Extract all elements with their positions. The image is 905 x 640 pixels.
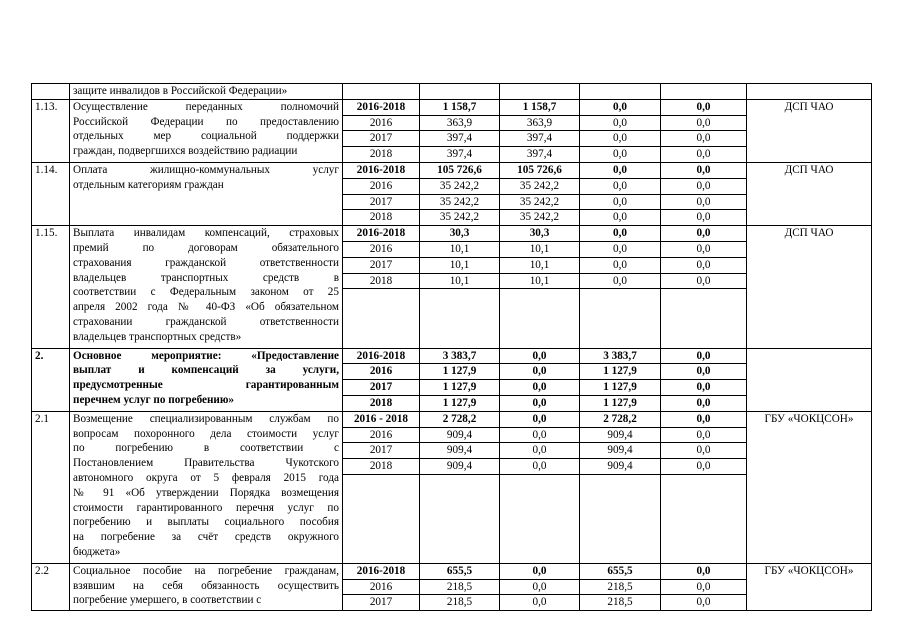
total-cell: 10,1: [420, 241, 500, 257]
other-sources-cell: 0,0: [661, 131, 747, 147]
federal-budget-cell: 0,0: [500, 459, 580, 475]
district-budget-cell: 655,5: [580, 563, 661, 579]
executor-cell: ГБУ «ЧОКЦСОН»: [747, 411, 872, 563]
table-row: [32, 226, 872, 242]
period-cell: 2018: [343, 147, 420, 163]
description-line: апреля 2002 года № 40-ФЗ «Об обязательном: [73, 301, 339, 314]
total-cell: 218,5: [420, 595, 500, 611]
period-cell: 2018: [343, 395, 420, 411]
row-index: 2.1: [32, 411, 70, 563]
total-cell: 3 383,7: [420, 348, 500, 364]
row-index: 2.2: [32, 563, 70, 610]
other-sources-cell: 0,0: [661, 147, 747, 163]
total-cell: 1 127,9: [420, 364, 500, 380]
description-line: вопросам похоронного дела стоимости услуг: [73, 427, 339, 440]
district-budget-cell: 0,0: [580, 257, 661, 273]
total-cell: 1 158,7: [420, 99, 500, 115]
other-sources-cell: 0,0: [661, 364, 747, 380]
description-line: предусмотренные гарантированным: [73, 379, 339, 392]
period-cell: 2018: [343, 210, 420, 226]
empty-cell: [500, 474, 580, 563]
other-sources-cell: 0,0: [661, 210, 747, 226]
district-budget-cell: 909,4: [580, 427, 661, 443]
other-sources-cell: 0,0: [661, 115, 747, 131]
description-line: Осуществление переданных полномочий: [73, 100, 339, 113]
district-budget-cell: 0,0: [580, 210, 661, 226]
description-line: стоимости гарантированного перечня услуг по: [73, 501, 339, 514]
table-row: [32, 563, 872, 579]
federal-budget-cell: 10,1: [500, 273, 580, 289]
description-line: Оплата жилищно-коммунальных услуг: [73, 163, 339, 176]
period-cell: 2016: [343, 579, 420, 595]
description-line: Выплата инвалидам компенсаций, страховых: [73, 227, 339, 240]
total-cell: 30,3: [420, 226, 500, 242]
period-cell: 2016: [343, 364, 420, 380]
total-cell: 1 127,9: [420, 395, 500, 411]
district-budget-cell: 0,0: [580, 115, 661, 131]
other-sources-cell: 0,0: [661, 99, 747, 115]
description-line: по погребению в соответствии с: [73, 442, 339, 455]
federal-budget-cell: 0,0: [500, 443, 580, 459]
total-cell: 397,4: [420, 131, 500, 147]
row-description: [70, 411, 343, 563]
row-index: [32, 84, 70, 100]
district-budget-cell: 909,4: [580, 443, 661, 459]
row-description: [70, 226, 343, 348]
empty-cell: [420, 289, 500, 348]
federal-budget-cell: 0,0: [500, 380, 580, 396]
period-cell: 2016-2018: [343, 348, 420, 364]
empty-cell: [343, 289, 420, 348]
other-sources-cell: 0,0: [661, 194, 747, 210]
other-sources-cell: 0,0: [661, 459, 747, 475]
federal-budget-cell: 0,0: [500, 411, 580, 427]
period-cell: 2018: [343, 273, 420, 289]
federal-budget-cell: 35 242,2: [500, 210, 580, 226]
total-cell: 35 242,2: [420, 178, 500, 194]
federal-budget-cell: 1 158,7: [500, 99, 580, 115]
period-cell: 2017: [343, 595, 420, 611]
federal-budget-cell: 10,1: [500, 257, 580, 273]
total-cell: 909,4: [420, 459, 500, 475]
empty-cell: [661, 474, 747, 563]
other-sources-cell: 0,0: [661, 178, 747, 194]
period-cell: 2016: [343, 427, 420, 443]
row-index: 1.14.: [32, 162, 70, 225]
other-sources-cell: 0,0: [661, 563, 747, 579]
row-index: 2.: [32, 348, 70, 411]
description-line: страховании гражданской ответственности: [73, 315, 339, 328]
description-line: граждан, подвергшихся воздействию радиации: [73, 145, 298, 158]
period-cell: 2017: [343, 257, 420, 273]
federal-budget-cell: 363,9: [500, 115, 580, 131]
description-line: Социальное пособие на погребение гражданам,: [73, 564, 339, 577]
period-cell: 2016: [343, 241, 420, 257]
district-budget-cell: 0,0: [580, 162, 661, 178]
district-budget-cell: 218,5: [580, 595, 661, 611]
total-cell: 35 242,2: [420, 194, 500, 210]
other-sources-cell: 0,0: [661, 395, 747, 411]
district-budget-cell: 0,0: [580, 226, 661, 242]
empty-cell: [420, 474, 500, 563]
row-index: 1.13.: [32, 99, 70, 162]
description-line: Возмещение специализированным службам по: [73, 412, 339, 425]
federal-budget-cell: 30,3: [500, 226, 580, 242]
row-description: [70, 563, 343, 610]
description-line: Постановлением Правительства Чукотского: [73, 457, 339, 470]
federal-budget-cell: 0,0: [500, 427, 580, 443]
total-cell: 655,5: [420, 563, 500, 579]
description-line: страхования гражданской ответственности: [73, 256, 339, 269]
district-budget-cell: 1 127,9: [580, 395, 661, 411]
executor-cell: ДСП ЧАО: [747, 226, 872, 348]
row-description: [70, 348, 343, 411]
district-budget-cell: 0,0: [580, 147, 661, 163]
federal-budget-cell: 0,0: [500, 364, 580, 380]
period-cell: 2016-2018: [343, 226, 420, 242]
description-line: Основное мероприятие: «Предоставление: [73, 349, 339, 362]
continuation-row: [32, 84, 872, 100]
description-line: владельцев транспортных средств в: [73, 271, 339, 284]
total-cell: 35 242,2: [420, 210, 500, 226]
district-budget-cell: 0,0: [580, 178, 661, 194]
total-cell: 10,1: [420, 257, 500, 273]
total-cell: 1 127,9: [420, 380, 500, 396]
row-description: [70, 99, 343, 162]
description-line: № 91 «Об утверждении Порядка возмещения: [73, 486, 339, 499]
other-sources-cell: 0,0: [661, 273, 747, 289]
executor-cell: ГБУ «ЧОКЦСОН»: [747, 563, 872, 610]
other-sources-cell: 0,0: [661, 162, 747, 178]
description-line: автономного округа от 5 февраля 2015 года: [73, 471, 339, 484]
table-row: [32, 348, 872, 364]
table-row: [32, 99, 872, 115]
other-sources-cell: 0,0: [661, 443, 747, 459]
row-description: защите инвалидов в Российской Федерации»: [70, 84, 343, 100]
district-budget-cell: 2 728,2: [580, 411, 661, 427]
total-cell: 363,9: [420, 115, 500, 131]
period-cell: 2017: [343, 194, 420, 210]
empty-cell: [580, 289, 661, 348]
total-cell: 397,4: [420, 147, 500, 163]
other-sources-cell: 0,0: [661, 411, 747, 427]
period-cell: 2018: [343, 459, 420, 475]
period-cell: 2016-2018: [343, 563, 420, 579]
district-budget-cell: 0,0: [580, 131, 661, 147]
other-sources-cell: 0,0: [661, 427, 747, 443]
district-budget-cell: 3 383,7: [580, 348, 661, 364]
empty-cell: [343, 474, 420, 563]
federal-budget-cell: 0,0: [500, 579, 580, 595]
federal-budget-cell: 397,4: [500, 131, 580, 147]
description-line: перечнем услуг по погребению»: [73, 393, 235, 406]
total-cell: 909,4: [420, 443, 500, 459]
district-budget-cell: 0,0: [580, 241, 661, 257]
description-line: отдельным категориям граждан: [73, 178, 224, 191]
period-cell: 2017: [343, 443, 420, 459]
other-sources-cell: 0,0: [661, 241, 747, 257]
period-cell: 2016 - 2018: [343, 411, 420, 427]
district-budget-cell: 1 127,9: [580, 380, 661, 396]
program-activities-table: [31, 83, 872, 611]
description-line: владельцев транспортных средств»: [73, 330, 242, 343]
district-budget-cell: 0,0: [580, 194, 661, 210]
table-row: [32, 411, 872, 427]
description-line: погребению и выплаты социального пособия: [73, 516, 339, 529]
description-line: на погребение за счёт средств окружного: [73, 531, 339, 544]
district-budget-cell: 0,0: [580, 273, 661, 289]
district-budget-cell: 909,4: [580, 459, 661, 475]
total-cell: 218,5: [420, 579, 500, 595]
empty-cell: [580, 474, 661, 563]
other-sources-cell: 0,0: [661, 226, 747, 242]
description-line: взявшим на себя обязанность осуществить: [73, 579, 339, 592]
executor-cell: ДСП ЧАО: [747, 162, 872, 225]
other-sources-cell: 0,0: [661, 380, 747, 396]
total-cell: 10,1: [420, 273, 500, 289]
other-sources-cell: 0,0: [661, 579, 747, 595]
other-sources-cell: 0,0: [661, 595, 747, 611]
executor-cell: [747, 348, 872, 411]
description-line: премий по договорам обязательного: [73, 241, 339, 254]
federal-budget-cell: 0,0: [500, 395, 580, 411]
federal-budget-cell: 10,1: [500, 241, 580, 257]
total-cell: 105 726,6: [420, 162, 500, 178]
period-cell: 2016-2018: [343, 99, 420, 115]
executor-cell: ДСП ЧАО: [747, 99, 872, 162]
district-budget-cell: 218,5: [580, 579, 661, 595]
period-cell: 2017: [343, 131, 420, 147]
total-cell: 909,4: [420, 427, 500, 443]
period-cell: 2016-2018: [343, 162, 420, 178]
program-table-page: [31, 83, 872, 611]
federal-budget-cell: 0,0: [500, 348, 580, 364]
period-cell: 2017: [343, 380, 420, 396]
federal-budget-cell: 0,0: [500, 595, 580, 611]
federal-budget-cell: 0,0: [500, 563, 580, 579]
federal-budget-cell: 397,4: [500, 147, 580, 163]
other-sources-cell: 0,0: [661, 257, 747, 273]
federal-budget-cell: 35 242,2: [500, 178, 580, 194]
table-row: [32, 162, 872, 178]
district-budget-cell: 1 127,9: [580, 364, 661, 380]
description-line: отдельных мер социальной поддержки: [73, 130, 339, 143]
empty-cell: [500, 289, 580, 348]
row-description: [70, 162, 343, 225]
description-line: бюджета»: [73, 545, 121, 558]
district-budget-cell: 0,0: [580, 99, 661, 115]
other-sources-cell: 0,0: [661, 348, 747, 364]
row-index: 1.15.: [32, 226, 70, 348]
federal-budget-cell: 35 242,2: [500, 194, 580, 210]
total-cell: 2 728,2: [420, 411, 500, 427]
period-cell: 2016: [343, 115, 420, 131]
federal-budget-cell: 105 726,6: [500, 162, 580, 178]
empty-cell: [661, 289, 747, 348]
period-cell: 2016: [343, 178, 420, 194]
description-line: погребение умершего, в соответствии с: [73, 594, 262, 607]
description-line: соответствии с Федеральным законом от 25: [73, 286, 339, 299]
description-line: Российской Федерации по предоставлению: [73, 115, 339, 128]
description-line: выплат и компенсаций за услуги,: [73, 364, 339, 377]
